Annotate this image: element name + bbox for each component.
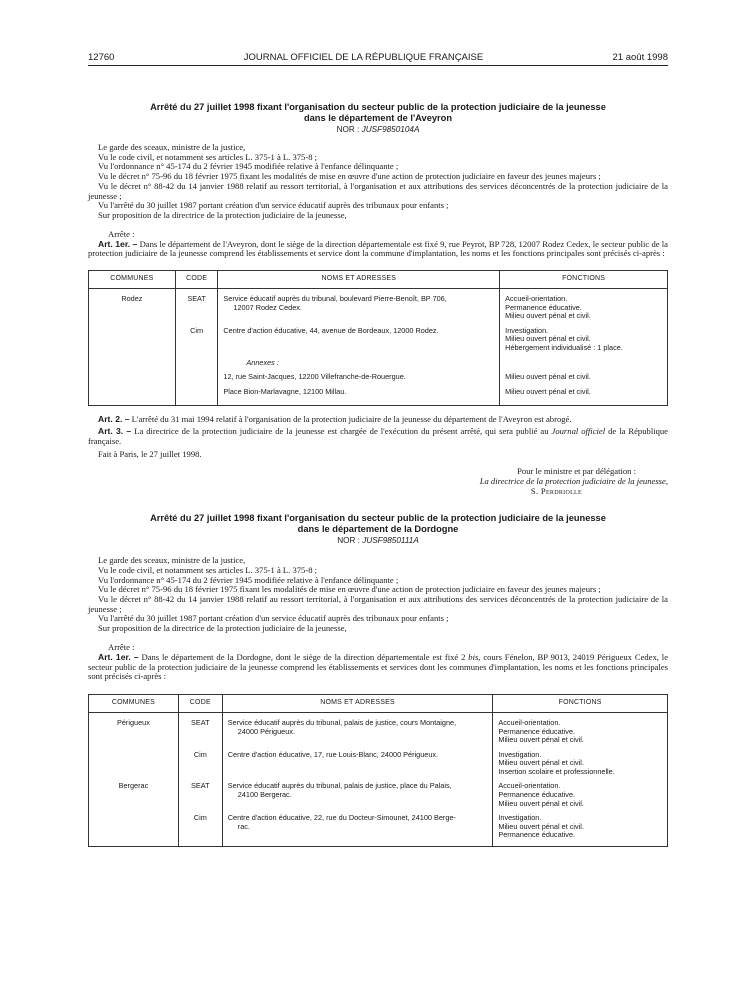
arrete-title [98, 102, 658, 124]
function-line: Milieu ouvert pénal et civil. [498, 798, 584, 808]
function-line: Investigation. [505, 325, 549, 335]
cell-commune [89, 327, 176, 353]
name-line: Centre d'action éducative, 17, rue Louis-Blanc, 24000 Périgueux. [227, 749, 439, 759]
name-line: Service éducatif auprès du tribunal, palais de justice, place du Palais, [227, 781, 452, 791]
preamble-line: Le garde des sceaux, ministre de la justice, [98, 555, 246, 566]
cell-commune [89, 751, 179, 777]
article-label: Art. 1er. – [98, 651, 139, 662]
cell-functions [500, 295, 668, 321]
services-table [88, 694, 668, 847]
function-line: Investigation. [498, 749, 542, 759]
preamble-line: Vu l'ordonnance n° 45-174 du 2 février 1945 modifiée relative à l'enfance délinquante ; [98, 161, 399, 172]
column-header-communes: COMMUNES [89, 694, 179, 712]
article-text: , cours Fénelon, BP 9013, 24019 Périgueux Cedex, le secteur public de la protection judiciaire de la jeunesse comprend les établissements et services dont les communes d'implantation, les noms et les fonctions principales sont précisés ci-après : [88, 651, 669, 682]
article-label: Art. 1er. – [98, 238, 138, 249]
table-spacer [89, 840, 668, 847]
column-header-code: CODE [178, 694, 222, 712]
table-row [89, 814, 668, 840]
fait-a-paris: Fait à Paris, le 27 juillet 1998. [98, 449, 202, 460]
page-header [88, 52, 668, 63]
journal-page [88, 52, 668, 847]
name-line: 12007 Rodez Cedex. [233, 302, 302, 312]
preamble-line: Vu le code civil, et notamment ses articles L. 375-1 à L. 375-8 ; [98, 564, 318, 575]
cell-names: 12, rue Saint-Jacques, 12200 Villefranche-de-Rouergue. [218, 373, 500, 382]
table-row [89, 782, 668, 808]
article-2 [88, 415, 668, 425]
function-line: Milieu ouvert pénal et civil. [498, 735, 584, 745]
cell-code: Cim [178, 814, 222, 840]
preamble-line: Sur proposition de la directrice de la protection judiciaire de la jeunesse, [98, 623, 347, 634]
cell-commune: Rodez [89, 295, 176, 321]
nor-code: JUSF9850104A [361, 125, 420, 134]
cell-code: SEAT [178, 782, 222, 808]
article-1 [88, 653, 668, 682]
nor-code: JUSF9850111A [362, 536, 419, 546]
function-line: Milieu ouvert pénal et civil. [505, 334, 591, 344]
title-line: dans le département de la Dordogne [297, 524, 459, 535]
table-row [89, 327, 668, 353]
name-line: Centre d'action éducative, 44, avenue de Bordeaux, 12000 Rodez. [223, 325, 439, 335]
cell-names [222, 719, 493, 745]
table-header-row [89, 694, 668, 712]
cell-code: Cim [178, 751, 222, 777]
signatory-name: S. Perdriolle [530, 486, 582, 497]
cell-code: SEAT [178, 719, 222, 745]
signature-line: La directrice de la protection judiciaire de la jeunesse, [479, 476, 668, 487]
function-line: Permanence éducative. [505, 302, 582, 312]
function-line: Milieu ouvert pénal et civil. [505, 311, 591, 321]
cell-names [222, 782, 493, 808]
journal-name: JOURNAL OFFICIEL DE LA RÉPUBLIQUE FRANÇAISE [243, 52, 484, 63]
cell-functions: Milieu ouvert pénal et civil. [500, 388, 668, 397]
cell-commune: Bergerac [89, 782, 179, 808]
function-line: Permanence éducative. [498, 830, 576, 840]
function-line: Insertion scolaire et professionnelle. [498, 766, 615, 776]
arrete-dordogne [88, 513, 668, 847]
page-number: 12760 [88, 52, 115, 63]
function-line: Milieu ouvert pénal et civil. [498, 821, 584, 831]
article-text: de la République française. [88, 426, 668, 446]
column-header-fonctions: FONCTIONS [500, 271, 668, 289]
column-header-code: CODE [175, 271, 218, 289]
function-line: Investigation. [498, 813, 542, 823]
preamble-line: Vu le décret n° 88-42 du 14 janvier 1988 relatif au ressort territorial, à l'organisation et aux attributions des services déconcentrés de la protection judiciaire de la jeunesse ; [88, 594, 668, 614]
table-header-row [89, 271, 668, 289]
preamble [88, 143, 668, 221]
column-header-fonctions: FONCTIONS [493, 694, 668, 712]
preamble-line: Vu l'arrêté du 30 juillet 1987 portant création d'un service éducatif auprès des tribunaux pour enfants ; [98, 613, 449, 624]
cell-functions: Milieu ouvert pénal et civil. [500, 373, 668, 382]
services-table [88, 270, 668, 406]
name-line: Centre d'action éducative, 22, rue du Docteur-Simounet, 24100 Berge- [227, 813, 456, 823]
article-text: L'arrêté du 31 mai 1994 relatif à l'organisation de la protection judiciaire de la jeunesse du département de l'Aveyron est abrogé. [129, 414, 572, 425]
cell-names [222, 814, 493, 840]
cell-functions [493, 719, 668, 745]
title-line: Arrêté du 27 juillet 1998 fixant l'organisation du secteur public de la protection judiciaire de la jeunesse [150, 102, 606, 112]
nor-label: NOR : [336, 125, 362, 134]
preamble-line: Sur proposition de la directrice de la protection judiciaire de la jeunesse, [98, 209, 347, 220]
preamble [88, 556, 668, 634]
nor-label: NOR : [337, 536, 363, 546]
function-line: Permanence éducative. [498, 726, 576, 736]
nor-reference [88, 536, 668, 546]
article-label: Art. 3. – [98, 426, 132, 437]
article-text: La directrice de la protection judiciaire de la jeunesse est chargée de l'exécution du présent arrêté, qui sera publié au [131, 426, 552, 437]
table-row [89, 295, 668, 321]
name-line: 24100 Bergerac. [237, 790, 292, 800]
cell-names: Place Bion-Marlavagne, 12100 Millau. [218, 388, 500, 397]
cell-functions [493, 814, 668, 840]
table-spacer [89, 396, 668, 406]
function-line: Hébergement individualisé : 1 place. [505, 343, 623, 352]
cell-functions [500, 327, 668, 353]
nor-reference [88, 125, 668, 135]
function-line: Accueil-orientation. [505, 294, 568, 304]
article-text: Dans le département de l'Aveyron, dont le siège de la direction départementale est fixé 9, rue Peyrot, BP 728, 12007 Rodez Cedex, le secteur public de la protection judiciaire de la jeunesse comprend les établissements et service dont la commune d'implantation, les noms et les fonctions principales sont précisés ci-après : [88, 238, 669, 259]
cell-names [222, 751, 493, 777]
preamble-line: Vu le code civil, et notamment ses articles L. 375-1 à L. 375-8 ; [98, 151, 318, 162]
column-header-communes: COMMUNES [89, 271, 176, 289]
table-row [89, 388, 668, 397]
cell-functions [493, 751, 668, 777]
article-1 [88, 240, 668, 259]
function-line: Milieu ouvert pénal et civil. [498, 758, 584, 768]
article-label: Art. 2. – [98, 414, 130, 425]
table-row [89, 719, 668, 745]
table-row [89, 373, 668, 382]
cell-names [218, 327, 500, 353]
journal-ref: Journal officiel [551, 426, 606, 437]
cell-code: SEAT [175, 295, 218, 321]
arrete-aveyron [88, 102, 668, 496]
name-line: 24000 Périgueux. [237, 726, 295, 736]
cell-commune: Périgueux [89, 719, 179, 745]
table-row [89, 751, 668, 777]
preamble-line: Vu l'arrêté du 30 juillet 1987 portant création d'un service éducatif auprès des tribunaux pour enfants ; [98, 200, 449, 211]
bis-suffix: bis [468, 651, 479, 662]
column-header-noms: NOMS ET ADRESSES [222, 694, 493, 712]
annexes-label: Annexes : [218, 359, 500, 368]
article-3 [88, 427, 668, 446]
function-line: Accueil-orientation. [498, 781, 561, 791]
arrete-word: Arrête : [108, 641, 135, 652]
issue-date: 21 août 1998 [612, 52, 668, 63]
signature-block [88, 466, 668, 496]
column-header-noms: NOMS ET ADRESSES [218, 271, 500, 289]
preamble-line: Vu l'ordonnance n° 45-174 du 2 février 1945 modifiée relative à l'enfance délinquante ; [98, 574, 399, 585]
table-row [89, 359, 668, 368]
function-line: Permanence éducative. [498, 790, 576, 800]
arrete-word: Arrête : [108, 228, 135, 239]
name-line: Service éducatif auprès du tribunal, palais de justice, cours Montaigne, [227, 717, 457, 727]
name-line: Service éducatif auprès du tribunal, boulevard Pierre-Benoît, BP 706, [223, 294, 447, 304]
preamble-line: Vu le décret n° 75-96 du 18 février 1975 fixant les modalités de mise en œuvre d'une action de protection judiciaire en faveur des jeunes majeurs ; [98, 584, 601, 595]
name-line: rac. [237, 821, 250, 831]
preamble-line: Vu le décret n° 88-42 du 14 janvier 1988 relatif au ressort territorial, à l'organisation et aux attributions des services déconcentrés de la protection judiciaire de la jeunesse ; [88, 180, 668, 201]
cell-code: Cim [175, 327, 218, 353]
cell-commune [89, 814, 179, 840]
preamble-line: Le garde des sceaux, ministre de la justice, [98, 142, 246, 152]
article-text: Dans le département de la Dordogne, dont le siège de la direction départementale est fixé 2 [138, 651, 469, 662]
cell-names [218, 295, 500, 321]
header-rule [88, 65, 668, 66]
arrete-title [98, 513, 658, 535]
title-line: dans le département de l'Aveyron [303, 113, 453, 123]
function-line: Accueil-orientation. [498, 717, 561, 727]
preamble-line: Vu le décret n° 75-96 du 18 février 1975 fixant les modalités de mise en œuvre d'une action de protection judiciaire en faveur des jeunes majeurs ; [98, 171, 601, 182]
cell-functions [493, 782, 668, 808]
signature-line: Pour le ministre et par délégation : [517, 466, 636, 477]
title-line: Arrêté du 27 juillet 1998 fixant l'organisation du secteur public de la protection judiciaire de la jeunesse [150, 513, 606, 524]
